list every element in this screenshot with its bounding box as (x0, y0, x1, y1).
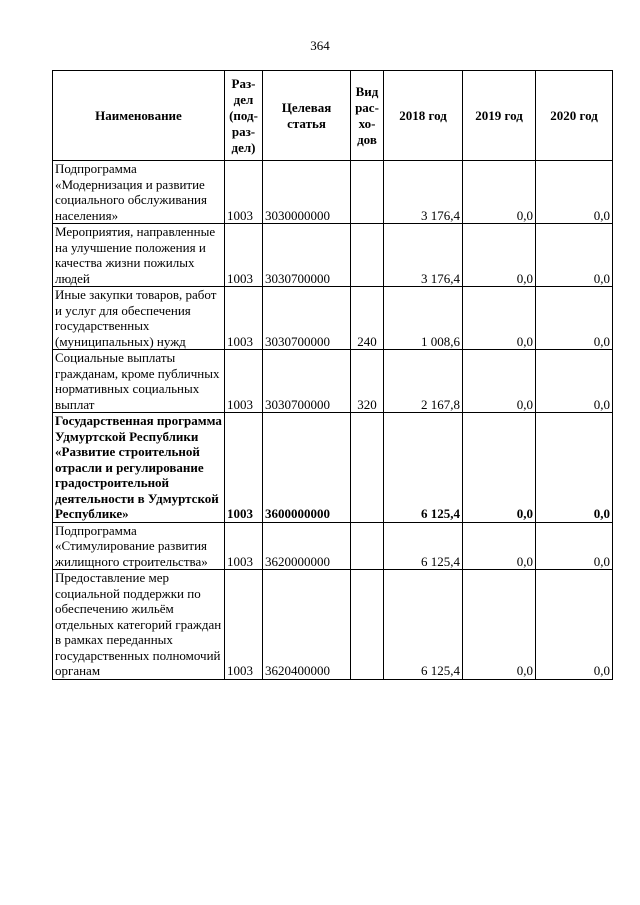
row-target: 3620000000 (263, 522, 351, 570)
row-2020: 0,0 (536, 350, 613, 413)
row-target: 3030700000 (263, 224, 351, 287)
row-2019: 0,0 (463, 570, 536, 680)
column-header-2019: 2019 год (463, 71, 536, 161)
row-type (351, 161, 384, 224)
row-2018: 3 176,4 (384, 224, 463, 287)
table-row (53, 161, 613, 224)
row-section: 1003 (225, 224, 263, 287)
row-2018: 2 167,8 (384, 350, 463, 413)
budget-table (52, 70, 613, 680)
row-target: 3030700000 (263, 350, 351, 413)
row-2018: 6 125,4 (384, 413, 463, 523)
row-target: 3030700000 (263, 287, 351, 350)
column-header-name: Наименование (53, 71, 225, 161)
row-name: Подпрограмма «Модернизация и развитие социального обслуживания населения» (53, 161, 225, 224)
table-row (53, 570, 613, 680)
column-header-type: Вид рас-хо-дов (351, 71, 384, 161)
row-name: Государственная программа Удмуртской Республики «Развитие строительной отрасли и регулирование градостроительной деятельности в Удмуртской Республике» (53, 413, 225, 523)
row-2019: 0,0 (463, 224, 536, 287)
row-section: 1003 (225, 522, 263, 570)
row-type: 320 (351, 350, 384, 413)
row-2020: 0,0 (536, 161, 613, 224)
row-section: 1003 (225, 350, 263, 413)
table-row (53, 350, 613, 413)
row-section: 1003 (225, 287, 263, 350)
row-name: Социальные выплаты гражданам, кроме публичных нормативных социальных выплат (53, 350, 225, 413)
row-2020: 0,0 (536, 570, 613, 680)
row-2019: 0,0 (463, 350, 536, 413)
table-row (53, 287, 613, 350)
column-header-target: Целевая статья (263, 71, 351, 161)
row-2020: 0,0 (536, 413, 613, 523)
page-number: 364 (310, 38, 330, 53)
row-2018: 3 176,4 (384, 161, 463, 224)
row-type (351, 224, 384, 287)
row-2020: 0,0 (536, 287, 613, 350)
table-row (53, 522, 613, 570)
row-2019: 0,0 (463, 287, 536, 350)
row-2019: 0,0 (463, 161, 536, 224)
row-target: 3030000000 (263, 161, 351, 224)
row-target: 3620400000 (263, 570, 351, 680)
row-type: 240 (351, 287, 384, 350)
row-name: Мероприятия, направленные на улучшение положения и качества жизни пожилых людей (53, 224, 225, 287)
row-section: 1003 (225, 161, 263, 224)
table-header-row (53, 71, 613, 161)
row-2018: 6 125,4 (384, 522, 463, 570)
row-type (351, 570, 384, 680)
row-2020: 0,0 (536, 522, 613, 570)
row-section: 1003 (225, 570, 263, 680)
column-header-2018: 2018 год (384, 71, 463, 161)
column-header-section: Раз-дел (под-раз-дел) (225, 71, 263, 161)
row-2019: 0,0 (463, 522, 536, 570)
row-name: Предоставление мер социальной поддержки по обеспечению жильём отдельных категорий граждан в рамках переданных государственных полномочий органам (53, 570, 225, 680)
row-2018: 6 125,4 (384, 570, 463, 680)
row-name: Иные закупки товаров, работ и услуг для обеспечения государственных (муниципальных) нужд (53, 287, 225, 350)
table-row-program (53, 413, 613, 523)
row-2018: 1 008,6 (384, 287, 463, 350)
table-row (53, 224, 613, 287)
row-section: 1003 (225, 413, 263, 523)
row-2020: 0,0 (536, 224, 613, 287)
row-type (351, 522, 384, 570)
column-header-2020: 2020 год (536, 71, 613, 161)
row-2019: 0,0 (463, 413, 536, 523)
row-name: Подпрограмма «Стимулирование развития жилищного строительства» (53, 522, 225, 570)
row-target: 3600000000 (263, 413, 351, 523)
row-type (351, 413, 384, 523)
